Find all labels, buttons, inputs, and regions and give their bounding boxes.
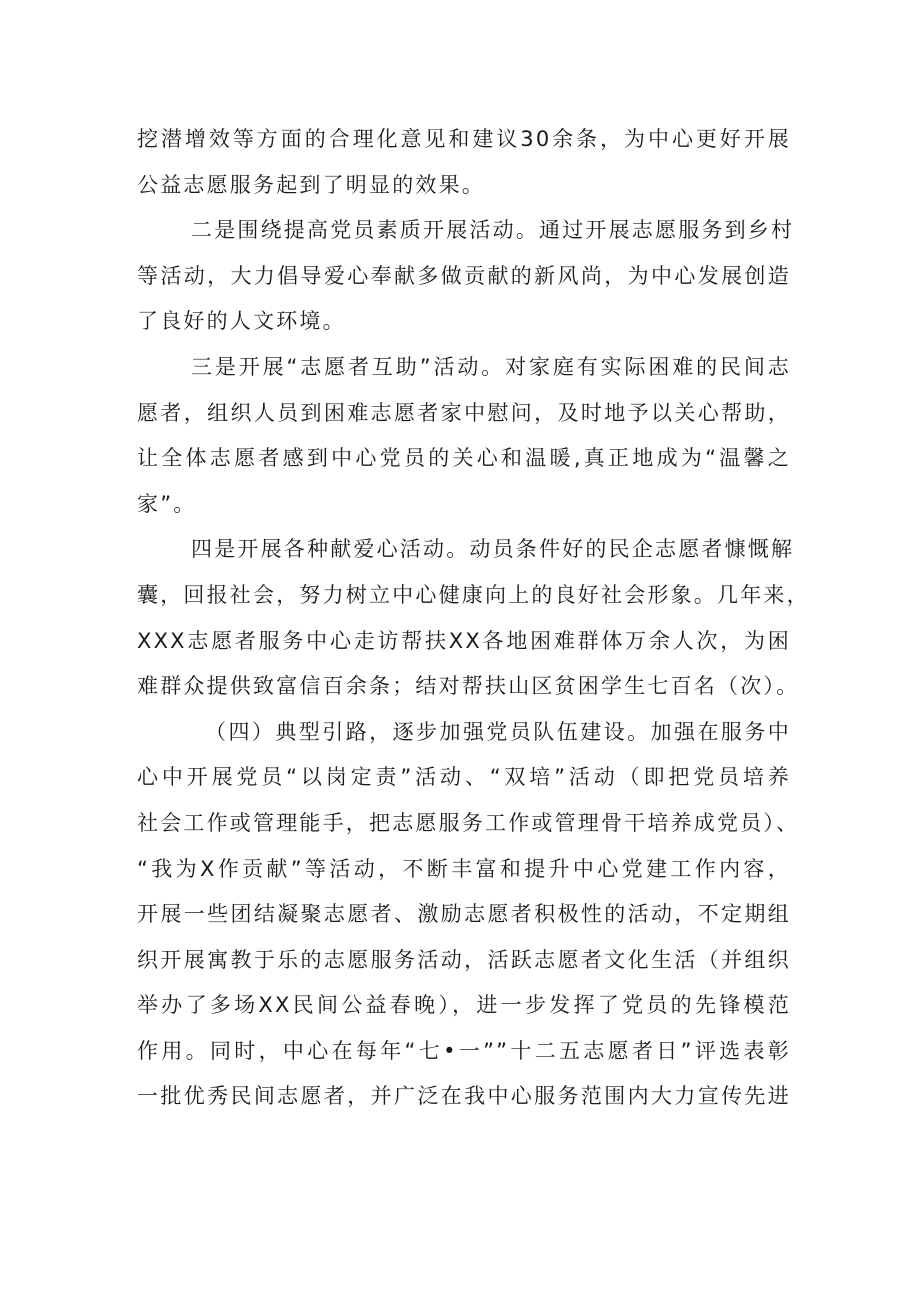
text-line: 作用。同时，中心在每年“七•一””十二五志愿者日”评选表彰: [137, 1038, 791, 1063]
paragraph-start-line: 二是围绕提高党员素质开展活动。通过开展志愿服务到乡村: [191, 218, 795, 243]
text-line: 织开展寓教于乐的志愿服务活动，活跃志愿者文化生活（并组织: [137, 947, 791, 972]
paragraph-start-line: 三是开展“志愿者互助”活动。对家庭有实际困难的民间志: [191, 354, 791, 379]
text-line: 挖潜增效等方面的合理化意见和建议30余条，为中心更好开展: [137, 127, 791, 151]
text-line: 囊，回报社会，努力树立中心健康向上的良好社会形象。几年来，: [137, 582, 810, 607]
text-line: 社会工作或管理能手，把志愿服务工作或管理骨干培养成党员）、: [137, 810, 800, 835]
text-line: 让全体志愿者感到中心党员的关心和温暖,真正地成为“温馨之: [137, 446, 791, 471]
text-line: 等活动，大力倡导爱心奉献多做贡献的新风尚，为中心发展创造: [137, 263, 791, 288]
text-line: 举办了多场XX民间公益春晚），进一步发挥了党员的先锋模范: [137, 993, 791, 1018]
text-line: 难群众提供致富信百余条；结对帮扶山区贫困学生七百名（次）。: [137, 674, 800, 699]
text-line: XXX志愿者服务中心走访帮扶XX各地困难群体万余人次，为困: [137, 628, 791, 653]
text-line: 公益志愿服务起到了明显的效果。: [137, 172, 485, 197]
text-line: 开展一些团结凝聚志愿者、激励志愿者积极性的活动，不定期组: [137, 902, 791, 927]
text-line: 了良好的人文环境。: [137, 309, 346, 334]
text-line: 心中开展党员“以岗定责”活动、“双培”活动（即把党员培养: [137, 765, 791, 790]
text-line: 一批优秀民间志愿者，并广泛在我中心服务范围内大力宣传先进: [137, 1084, 791, 1109]
section-heading-line: （四）典型引路，逐步加强党员队伍建设。加强在服务中: [205, 719, 791, 744]
body-text: [137, 117, 810, 1120]
text-line: “我为X作贡献”等活动，不断丰富和提升中心党建工作内容，: [137, 856, 791, 881]
text-line: 家”。: [137, 491, 197, 516]
paragraph-start-line: 四是开展各种献爱心活动。动员条件好的民企志愿者慷慨解: [191, 537, 795, 562]
text-line: 愿者，组织人员到困难志愿者家中慰问，及时地予以关心帮助，: [137, 400, 791, 425]
